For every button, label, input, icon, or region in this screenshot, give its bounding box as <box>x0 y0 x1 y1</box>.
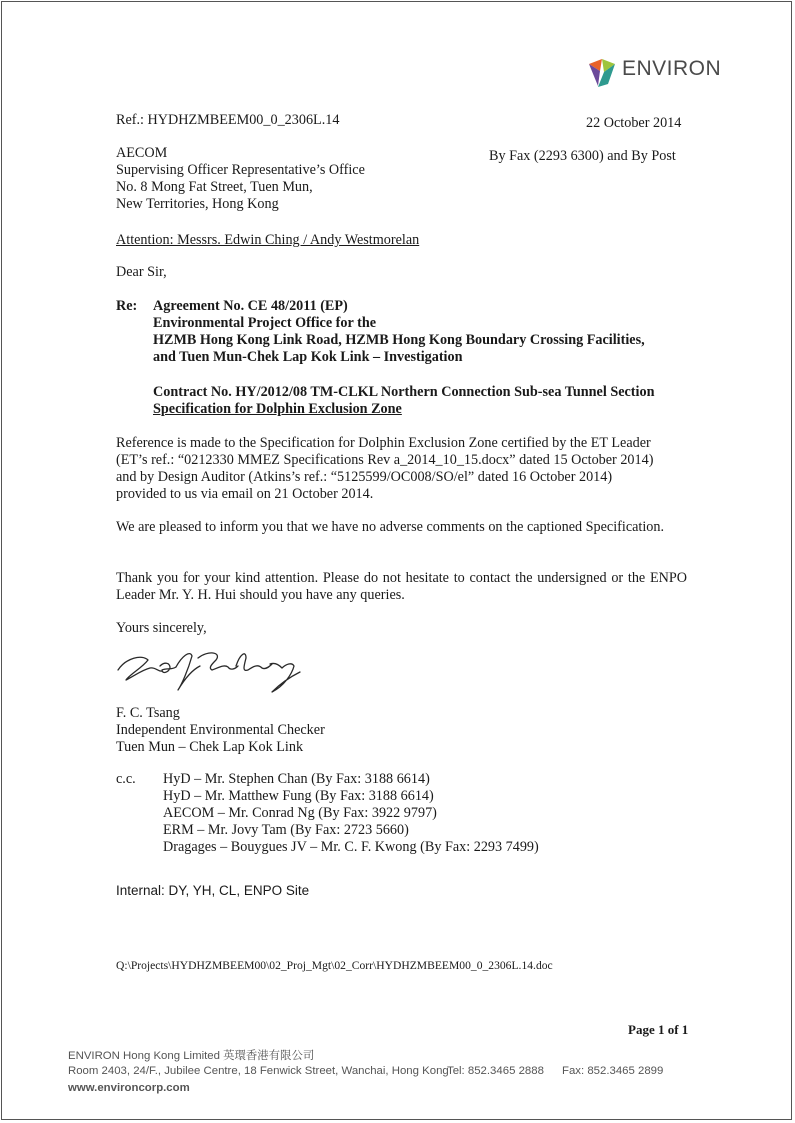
body-paragraph-2: We are pleased to inform you that we have no adverse comments on the captioned Specification. <box>116 519 665 535</box>
body-paragraph-1-line-4: provided to us via email on 21 October 2014. <box>116 486 374 502</box>
cc-item: ERM – Mr. Jovy Tam (By Fax: 2723 5660) <box>163 822 409 838</box>
body-paragraph-3: Thank you for your kind attention. Please do not hesitate to contact the undersigned or the ENPO Leader Mr. Y. H. Hui should you have any queries. <box>116 570 687 603</box>
attention-line: Attention: Messrs. Edwin Ching / Andy Westmorelan <box>116 232 420 248</box>
footer-tel: Tel: 852.3465 2888 <box>447 1065 544 1077</box>
signatory-project: Tuen Mun – Chek Lap Kok Link <box>116 739 304 755</box>
cc-item: Dragages – Bouygues JV – Mr. C. F. Kwong (By Fax: 2293 7499) <box>163 839 539 855</box>
re-line-1: Agreement No. CE 48/2011 (EP) <box>153 298 348 314</box>
handwritten-signature <box>112 640 312 700</box>
cc-item: AECOM – Mr. Conrad Ng (By Fax: 3922 9797) <box>163 805 437 821</box>
body-paragraph-1-line-2: (ET’s ref.: “0212330 MMEZ Specifications Rev a_2014_10_15.docx” dated 15 October 2014) <box>116 452 654 468</box>
cc-list <box>163 771 539 856</box>
environ-logo-icon <box>586 56 618 90</box>
environ-logo <box>586 56 736 92</box>
body-paragraph-1-line-3: and by Design Auditor (Atkins’s ref.: “5125599/OC008/SO/el” dated 16 October 2014) <box>116 469 613 485</box>
cc-item: HyD – Mr. Stephen Chan (By Fax: 3188 6614) <box>163 771 430 787</box>
page-number: Page 1 of 1 <box>628 1022 689 1037</box>
re-label: Re: <box>116 298 138 314</box>
contract-line: Contract No. HY/2012/08 TM-CLKL Northern Connection Sub-sea Tunnel Section <box>153 384 655 400</box>
internal-distribution: Internal: DY, YH, CL, ENPO Site <box>116 883 310 898</box>
delivery-method: By Fax (2293 6300) and By Post <box>489 148 676 164</box>
signatory-title: Independent Environmental Checker <box>116 722 325 738</box>
letter-date: 22 October 2014 <box>586 115 682 131</box>
footer-company: ENVIRON Hong Kong Limited 英環香港有限公司 <box>68 1050 315 1062</box>
logo-wordmark: ENVIRON <box>622 57 722 80</box>
recipient-line-3: No. 8 Mong Fat Street, Tuen Mun, <box>116 179 313 195</box>
re-line-4: and Tuen Mun-Chek Lap Kok Link – Investigation <box>153 349 463 365</box>
re-line-2: Environmental Project Office for the <box>153 315 377 331</box>
signatory-name: F. C. Tsang <box>116 705 180 721</box>
footer-address: Room 2403, 24/F., Jubilee Centre, 18 Fenwick Street, Wanchai, Hong Kong <box>68 1065 449 1077</box>
re-line-3: HZMB Hong Kong Link Road, HZMB Hong Kong Boundary Crossing Facilities, <box>153 332 645 348</box>
footer-website[interactable]: www.environcorp.com <box>68 1082 190 1094</box>
cc-item: HyD – Mr. Matthew Fung (By Fax: 3188 6614) <box>163 788 434 804</box>
footer-fax: Fax: 852.3465 2899 <box>562 1065 664 1077</box>
recipient-line-2: Supervising Officer Representative’s Office <box>116 162 365 178</box>
recipient-line-1: AECOM <box>116 145 168 161</box>
subject-line: Specification for Dolphin Exclusion Zone <box>153 401 402 417</box>
closing: Yours sincerely, <box>116 620 207 636</box>
cc-label: c.c. <box>116 771 136 787</box>
file-path: Q:\Projects\HYDHZMBEEM00\02_Proj_Mgt\02_Corr\HYDHZMBEEM00_0_2306L.14.doc <box>116 959 553 972</box>
body-paragraph-1-line-1: Reference is made to the Specification for Dolphin Exclusion Zone certified by the ET Leader <box>116 435 651 451</box>
recipient-line-4: New Territories, Hong Kong <box>116 196 279 212</box>
salutation: Dear Sir, <box>116 264 167 280</box>
reference-number: Ref.: HYDHZMBEEM00_0_2306L.14 <box>116 112 340 128</box>
